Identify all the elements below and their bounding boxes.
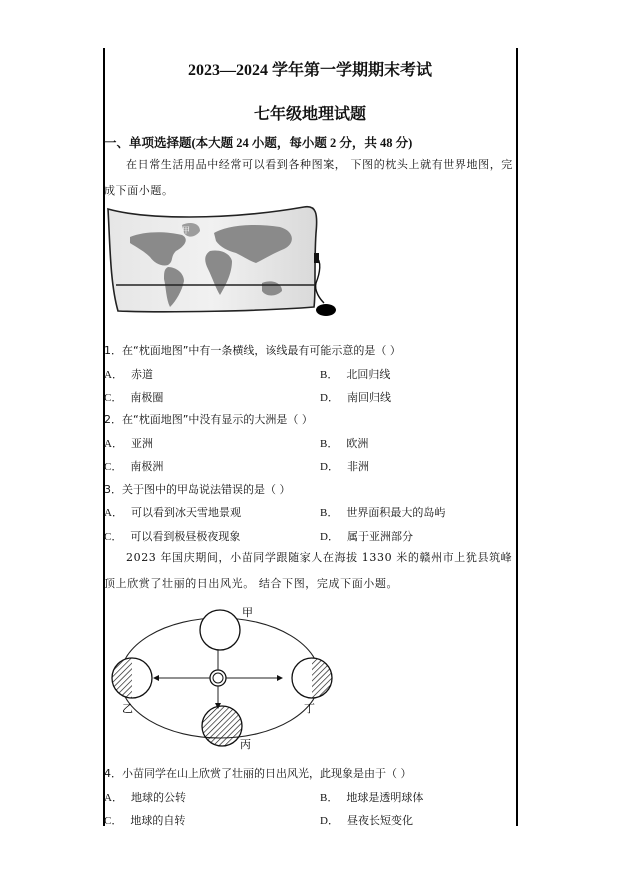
question-3-stem: 3．关于图中的甲岛说法错误的是（ ） <box>104 483 291 496</box>
svg-text:甲: 甲 <box>242 606 253 619</box>
q2-option-c[interactable]: C． 南极洲 <box>104 460 164 473</box>
exam-subtitle: 七年级地理试题 <box>253 106 366 123</box>
page-border-right <box>516 48 518 826</box>
q4-option-c[interactable]: C． 地球的自转 <box>104 814 186 827</box>
passage-1-text: 在日常生活用品中经常可以看到各种图案， 下图的枕头上就有世界地图，完成下面小题。 <box>104 158 513 197</box>
pillow-world-map-image <box>104 203 350 323</box>
q2-option-a[interactable]: A． 亚洲 <box>104 437 153 450</box>
q1-option-c[interactable]: C． 南极圈 <box>104 391 164 404</box>
question-2-stem: 2．在“枕面地图”中没有显示的大洲是（ ） <box>104 413 313 426</box>
svg-text:乙: 乙 <box>122 702 133 715</box>
earth-position-bing <box>202 706 242 746</box>
q3-option-a[interactable]: A． 可以看到冰天雪地景观 <box>104 506 241 519</box>
q1-option-b[interactable]: B． 北回归线 <box>320 368 391 381</box>
exam-title: 2023—2024 学年第一学期期末考试 <box>187 62 432 79</box>
passage-2 <box>104 545 516 597</box>
pillow-map-figure <box>104 203 350 323</box>
q1-option-a[interactable]: A． 赤道 <box>104 368 153 381</box>
passage-2-text: 2023 年国庆期间，小苗同学跟随家人在海拔 1330 米的赣州市上犹县筑峰顶上欣赏了壮丽的日出风光。 结合下图，完成下面小题。 <box>104 551 513 590</box>
svg-text:丙: 丙 <box>240 738 251 750</box>
q3-option-b[interactable]: B． 世界面积最大的岛屿 <box>320 506 446 519</box>
q4-option-b[interactable]: B． 地球是透明球体 <box>320 791 424 804</box>
earth-orbit-figure <box>104 600 350 750</box>
q3-option-c[interactable]: C． 可以看到极昼极夜现象 <box>104 530 241 543</box>
q4-option-a[interactable]: A． 地球的公转 <box>104 791 186 804</box>
pillow-tassel <box>316 304 336 316</box>
earth-position-jia <box>200 610 240 650</box>
q2-option-b[interactable]: B． 欧洲 <box>320 437 369 450</box>
section-heading: 一、单项选择题(本大题 24 小题，每小题 2 分，共 48 分) <box>104 136 413 150</box>
earth-orbit-diagram <box>104 600 350 750</box>
q4-option-d[interactable]: D． 昼夜长短变化 <box>320 814 413 827</box>
passage-1 <box>104 152 516 204</box>
island-label-jia: 甲 <box>182 226 190 235</box>
q3-option-d[interactable]: D． 属于亚洲部分 <box>320 530 413 543</box>
sun-icon <box>210 670 226 686</box>
q1-option-d[interactable]: D． 南回归线 <box>320 391 391 404</box>
question-4-stem: 4．小苗同学在山上欣赏了壮丽的日出风光，此现象是由于（ ） <box>104 767 412 780</box>
q2-option-d[interactable]: D． 非洲 <box>320 460 369 473</box>
question-1-stem: 1．在“枕面地图”中有一条横线，该线最有可能示意的是（ ） <box>104 344 401 357</box>
svg-text:丁: 丁 <box>304 702 315 715</box>
